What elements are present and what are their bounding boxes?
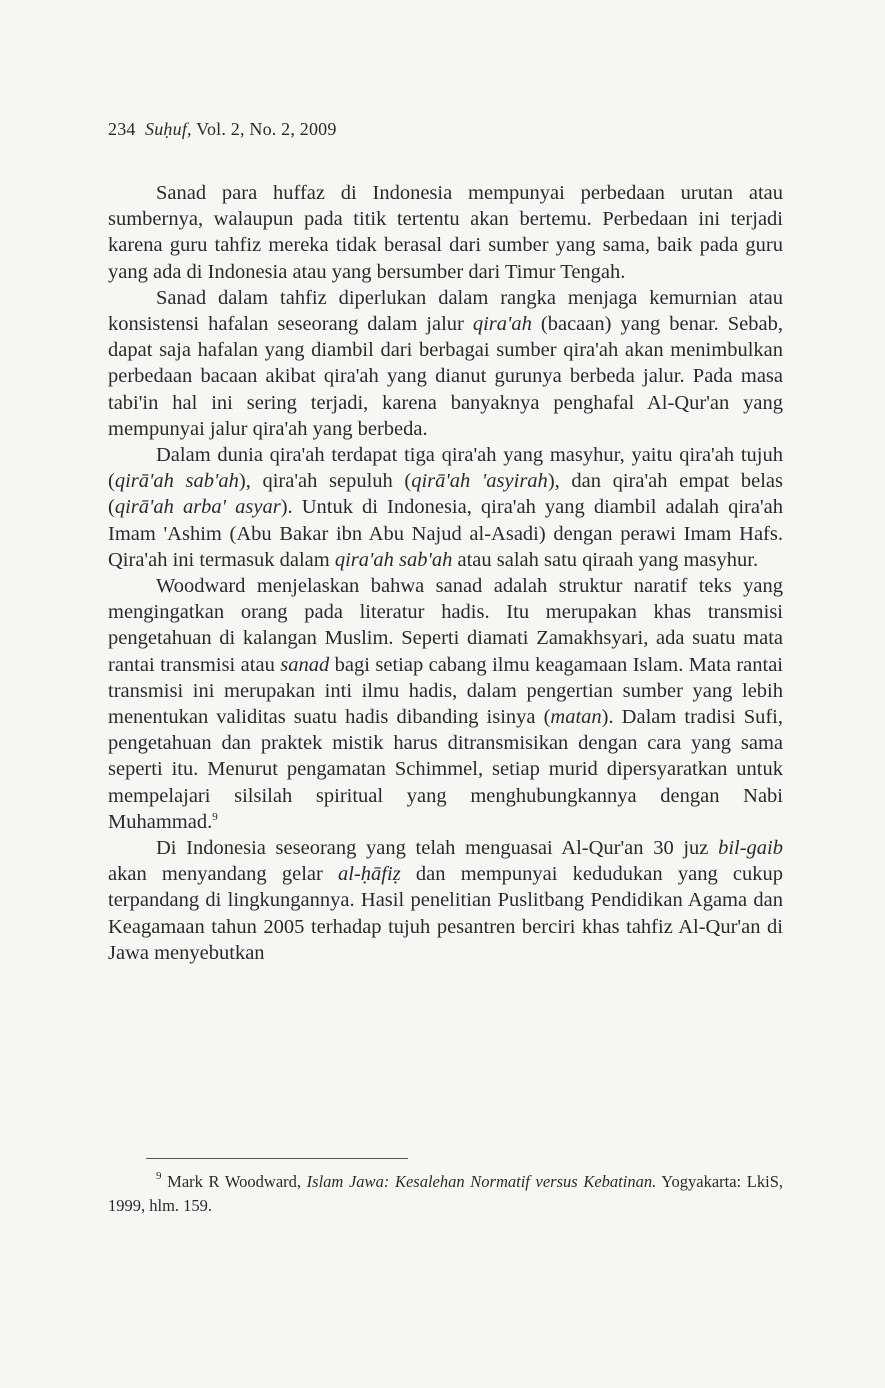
text-run: Dalam dunia qira'ah terdapat tiga qira'ah yang masyhur, yaitu qira'ah tujuh ( [108, 444, 783, 493]
page-number: 234 [108, 119, 136, 139]
text-run: bagi setiap cabang ilmu keagamaan Islam. Mata rantai transmisi ini merupakan inti ilmu hadis, dalam pengertian sumber yang lebih menentukan validitas suatu hadis dibanding isinya ( [108, 653, 783, 729]
footnote [108, 1170, 783, 1218]
body-paragraph [108, 573, 783, 835]
text-run: akan menyandang gelar [108, 863, 339, 886]
footnote-publication: Yogyakarta: LkiS, 1999, hlm. 159. [108, 1172, 784, 1215]
body-paragraph [108, 285, 783, 442]
body-paragraph [108, 835, 783, 966]
italic-term: matan [550, 706, 602, 729]
italic-term: qirā'ah sab'ah [114, 470, 239, 493]
body-paragraph [108, 180, 783, 285]
body-text [108, 180, 783, 966]
running-head [108, 119, 337, 140]
italic-term: qirā'ah 'asyirah [411, 470, 548, 493]
text-run: Di Indonesia seseorang yang telah menguasai Al-Qur'an 30 juz [156, 837, 719, 860]
text-run: ). Untuk di Indonesia, qira'ah yang diambil adalah qira'ah Imam 'Ashim (Abu Bakar ibn Abu Najud al-Asadi) dengan perawi Imam Hafs. Qira'ah ini termasuk dalam [108, 496, 783, 571]
text-run: (bacaan) yang benar. Sebab, dapat saja hafalan yang diambil dari berbagai sumber qira'ah akan menimbulkan perbedaan bacaan akibat qira'ah yang dianut gurunya berbeda jalur. Pada masa tabi'in hal ini sering terjadi, karena banyaknya penghafal Al-Qur'an yang mempunyai jalur qira'ah yang berbeda. [108, 313, 783, 440]
journal-title: Suḥuf, [145, 119, 192, 139]
footnote-reference: 9 [212, 810, 218, 823]
text-run: dan mempunyai kedudukan yang cukup terpandang di lingkungannya. Hasil penelitian Puslitbang Pendidikan Agama dan Keagamaan tahun 2005 terhadap tujuh pesantren berciri khas tahfiz Al-Qur'an di Jawa menyebutkan [108, 863, 783, 964]
footnote-book-title: Islam Jawa: Kesalehan Normatif versus Kebatinan. [306, 1172, 657, 1191]
italic-term: qira'ah [472, 313, 532, 336]
text-run: ), dan qira'ah empat belas ( [108, 470, 783, 519]
italic-term: qirā'ah arba' asyar [114, 496, 281, 519]
italic-term: sanad [280, 653, 330, 676]
body-paragraph [108, 442, 783, 573]
footnote-divider [146, 1158, 408, 1159]
text-run: atau salah satu qiraah yang masyhur. [452, 548, 759, 571]
italic-term: bil-gaib [718, 837, 783, 860]
footnote-author: Mark R Woodward, [161, 1172, 307, 1191]
italic-term: qira'ah sab'ah [334, 548, 453, 571]
text-run: Woodward menjelaskan bahwa sanad adalah struktur naratif teks yang mengingatkan orang pada literatur hadis. Itu merupakan khas transmisi pengetahuan di kalangan Muslim. Seperti diamati Zamakhsyari, ada suatu mata rantai transmisi atau [108, 575, 783, 676]
text-run: Sanad para huffaz di Indonesia mempunyai perbedaan urutan atau sumbernya, walaupun pada titik tertentu akan bertemu. Perbedaan ini terjadi karena guru tahfiz mereka tidak berasal dari sumber yang sama, baik pada guru yang ada di Indonesia atau yang bersumber dari Timur Tengah. [108, 182, 783, 283]
text-run: ). Dalam tradisi Sufi, pengetahuan dan praktek mistik harus ditransmisikan dengan cara yang sama seperti itu. Menurut pengamatan Schimmel, setiap murid dipersyaratkan untuk mempelajari silsilah spiritual yang menghubungkannya dengan Nabi Muhammad. [108, 706, 783, 833]
italic-term: al-ḥāfiẓ [338, 863, 401, 886]
journal-issue: Vol. 2, No. 2, 2009 [196, 119, 337, 139]
footnote-marker: 9 [156, 1170, 162, 1182]
text-run: Sanad dalam tahfiz diperlukan dalam rangka menjaga kemurnian atau konsistensi hafalan seseorang dalam jalur [108, 286, 783, 336]
text-run: ), qira'ah sepuluh ( [238, 470, 412, 493]
